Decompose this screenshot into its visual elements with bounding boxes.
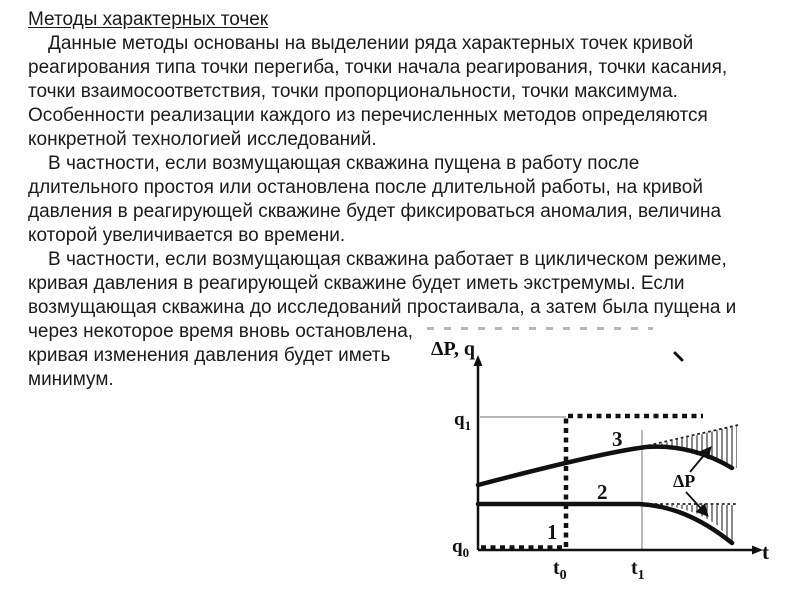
tick-q1: $q_1$ <box>454 409 472 433</box>
text-line: реагирования типа точки перегиба, точки начала реагирования, точки касания, <box>28 57 728 78</box>
slide-title: Методы характерных точек <box>28 9 269 30</box>
tick-t0: $t_0$ <box>553 557 567 583</box>
text-line: В частности, если возмущающая скважина пущена в работу после <box>48 153 640 174</box>
text-line: минимум. <box>28 369 114 390</box>
delta-p-annotation: ΔP <box>673 471 696 491</box>
text-line: возмущающая скважина до исследований простаивала, а затем была пущена и <box>28 297 737 318</box>
text-line: давления в реагирующей скважине будет фиксироваться аномалия, величина <box>28 201 722 222</box>
image-artifact-mark <box>675 353 682 360</box>
curve-3-label: 3 <box>612 427 623 451</box>
text-line: Особенности реализации каждого из перечисленных методов определяются <box>28 105 708 126</box>
text-line: В частности, если возмущающая скважина работает в циклическом режиме, <box>48 249 727 270</box>
y-axis-label: ΔP, q <box>431 338 476 360</box>
curve-2-label: 2 <box>597 480 608 504</box>
text-line: конкретной технологией исследований. <box>28 129 377 150</box>
text-line: точки взаимосоответствия, точки пропорциональности, точки максимума. <box>28 81 678 102</box>
figure-canvas <box>425 335 800 600</box>
text-line: Данные методы основаны на выделении ряда характерных точек кривой <box>48 33 694 54</box>
curve-1-label: 1 <box>547 520 558 544</box>
tick-t1: $t_1$ <box>631 557 645 583</box>
text-line: кривая давления в реагирующей скважине будет иметь экстремумы. Если <box>28 273 685 294</box>
text-line: длительного простоя или остановлена после длительной работы, на кривой <box>28 177 703 198</box>
text-line: кривая изменения давления будет иметь <box>28 345 391 366</box>
text-line: через некоторое время вновь остановлена, <box>28 321 414 342</box>
tick-q0: $q_0$ <box>452 536 470 560</box>
covered-text-remnants <box>427 327 653 330</box>
x-axis-label: t <box>762 540 769 564</box>
curve-1-dotted-step <box>481 416 703 548</box>
text-line: которой увеличивается во времени. <box>28 225 346 246</box>
pressure-curves-figure <box>425 335 800 600</box>
